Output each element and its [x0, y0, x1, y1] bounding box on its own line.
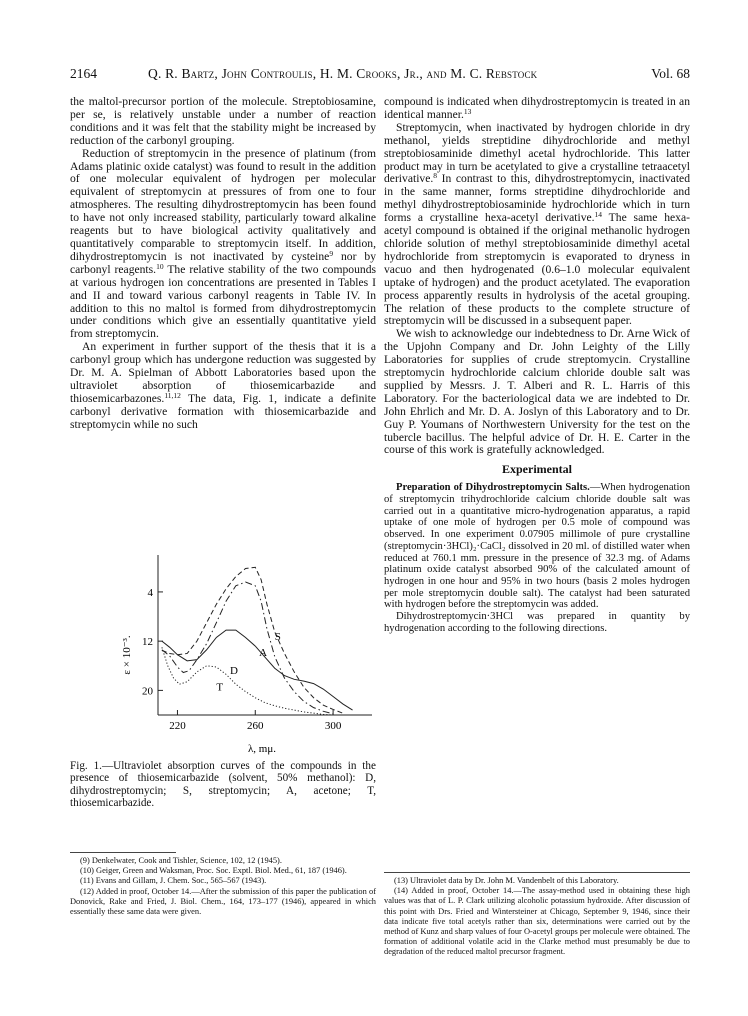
y-axis-label: ε × 10⁻³.: [121, 635, 133, 675]
footnote-13: (13) Ultraviolet data by Dr. John M. Vandenbelt of this Laboratory.: [394, 876, 619, 885]
curve-label-d: D: [229, 664, 238, 677]
right-paragraph-3: We wish to acknowledge our indebtedness to Dr. Arne Wick of the Upjohn Company and Dr. John Leighty of the Lilly Laboratories for supplies of crude streptomycin. Crystalline streptomycin hydrochloride calcium chloride double salt was supplied by Messrs. J. T. Alberi and R. L. Harris of this Laboratory. For the bacteriological data we are indebted to Dr. John Ehrlich and Mr. D. A. Joslyn of this Laboratory and to Dr. Guy P. Youmans of Northwestern University for the test on the tubercle bacillus. The helpful advice of Dr. H. E. Carter in the course of this work is gratefully acknowledged.: [384, 327, 690, 457]
left-paragraph-2: Reduction of streptomycin in the presence of platinum (from Adams platinic oxide catalyst) was found to result in the addition of one molecular equivalent of hydrogen per molecular equivalent of streptomycin at pressures of from one to four atmospheres. The resulting dihydrostreptomycin has been found to have not only increased stability, particularly toward alkaline reagents but to have biological activity qualitatively and quantitatively comparable to streptomycin itself. In addition, dihydrostreptomycin is not inactivated by cysteine$^9$ nor by carbonyl reagents.$^{10}$ The relative stability of the two compounds at various hydrogen ion concentrations are presented in Tables I and II and toward various carbonyl reagents in Table IV. In addition to this no maltol is formed from dihydrostreptomycin under conditions which give an essentially quantitative yield from streptomycin.: [70, 146, 376, 341]
page-number: 2164: [70, 66, 97, 81]
experimental-heading: Experimental: [502, 462, 572, 477]
footnotes-right: [384, 876, 690, 958]
caption-text: —Ultraviolet absorption curves of the compounds in the presence of thiosemicarbazide (solvent, 50% methanol): D, dihydrostreptomycin; S, streptomycin; A, acetone; T, thiosemicarbazide.: [70, 760, 376, 810]
x-tick-label: 260: [247, 720, 264, 732]
volume-label: Vol. 68: [651, 66, 690, 81]
curve-label-a: A: [259, 646, 268, 659]
right-column: [384, 96, 690, 634]
footnote-14: (14) Added in proof, October 14.—The assay-method used in obtaining these high values was that of L. P. Clark utilizing alcoholic potassium hydroxide. After discussion of this point with Drs. Fried and Wintersteiner at Chicago, September 9, 1946, since their data indicate five total acetyls rather than six, determinations were carried out by the method of Kunz and sharp values of four O-acetyl groups per molecule were obtained. The formation of additional volatile acid in the Clarke method must presumably be due to degradation of the reduced maltol precursor fragment.: [384, 886, 690, 957]
y-tick-label: 4: [147, 586, 153, 599]
running-header: [70, 66, 690, 82]
y-tick-label: 12: [142, 636, 153, 649]
y-tick-label: 20: [142, 685, 153, 698]
curve-d: [162, 582, 333, 714]
footnote-9: (9) Denkelwater, Cook and Tishler, Science, 102, 12 (1945).: [80, 856, 282, 865]
x-tick-label: 220: [169, 720, 186, 732]
figure-caption: [70, 760, 376, 810]
uv-absorption-chart: [70, 545, 376, 760]
curve-s: [162, 630, 353, 710]
curve-label-t: T: [216, 681, 224, 694]
footnote-11: (11) Evans and Gillam, J. Chem. Soc., 565–567 (1943).: [80, 876, 267, 886]
footnotes-left: [70, 856, 376, 917]
footnote-rule-left: [70, 852, 176, 853]
x-axis-label: λ, mμ.: [247, 743, 277, 755]
left-paragraph-1: the maltol-precursor portion of the molecule. Streptobiosamine, per se, is relatively unstable under a number of reaction conditions and it was felt that the stability might be increased by reduction of the carbonyl grouping.: [70, 95, 376, 147]
header-authors: Q. R. Bartz, John Controulis, H. M. Crooks, Jr., and M. C. Rebstock: [148, 66, 538, 81]
x-tick-label: 300: [324, 720, 342, 732]
left-column: [70, 96, 376, 432]
experimental-paragraph-2: Dihydrostreptomycin·3HCl was prepared in quantity by hydrogenation according to the following directions.: [384, 611, 690, 634]
figure-1: [70, 545, 376, 760]
experimental-paragraph-1: Preparation of Dihydrostreptomycin Salts.—When hydrogenation of streptomycin trihydrochloride calcium chloride double salt was carried out in a quantitative micro-hydrogenation apparatus, a rapid uptake of one mole of hydrogen per 0.5 mole of compound was observed. In one experiment 0.07905 millimole of pure crystalline (streptomycin·3HCl)₂·CaCl₂ dissolved in 20 ml. of distilled water when reduced at 760.1 mm. pressure in the presence of 32.3 mg. of Adams platinum oxide catalyst absorbed 90% of the calculated amount of hydrogen in one hour and 95% in two hours (basis 2 moles hydrogen per mole streptomycin double salt). The catalyst had been saturated with hydrogen before the streptomycin was added.: [384, 482, 690, 611]
experimental-section: [384, 482, 690, 634]
curve-t: [162, 647, 333, 715]
right-paragraph-1: compound is indicated when dihydrostreptomycin is treated in an identical manner.$^{13}$: [384, 95, 690, 121]
footnote-rule-right: [384, 872, 690, 873]
caption-lead: Fig. 1.: [70, 760, 102, 772]
left-paragraph-3: An experiment in further support of the thesis that it is a carbonyl group which has undergone reduction was suggested by Dr. M. A. Spielman of Abbott Laboratories based upon the ultraviolet absorption of thiosemicarbazide and thiosemicarbazones.$^{11,12}$ The data, Fig. 1, indicate a definite carbonyl derivative formation with thiosemicarbazide and streptomycin while no such: [70, 340, 376, 431]
right-paragraph-2: Streptomycin, when inactivated by hydrogen chloride in dry methanol, yields streptidine dihydrochloride and methyl streptobiosaminide dimethyl acetal hydrochloride. This latter product may in turn be acetylated to give a crystalline tetraacetyl derivative.$^8$ In contrast to this, dihydrostreptomycin, inactivated in the same manner, forms streptidine dihydrochloride and methyl dihydrostreptobiosaminide hydrochloride which in turn forms a crystalline hexa-acetyl derivative.$^{14}$ The same hexa-acetyl compound is obtained if the original methanolic hydrogen chloride solution of methyl streptobiosaminide dimethyl acetal hydrochloride from streptomycin is evaporated to dryness in vacuo and then hydrogenated (0.6–1.0 molecular equivalent uptake of hydrogen) and the product acetylated. The evaporation process apparently results in hydrolysis of the acetal grouping. The relation of these products to the complete structure of streptomycin will be discussed in a subsequent paper.: [384, 120, 690, 328]
footnote-10: (10) Geiger, Green and Waksman, Proc. Soc. Exptl. Biol. Med., 61, 187 (1946).: [80, 866, 347, 876]
footnote-12: (12) Added in proof, October 14.—After the submission of this paper the publication of Donovick, Rake and Fried, J. Biol. Chem., 164, 173–177 (1946), appeared in which essentially these same data were given.: [70, 886, 376, 917]
curve-a: [162, 567, 343, 713]
curve-label-s: S: [274, 630, 281, 643]
